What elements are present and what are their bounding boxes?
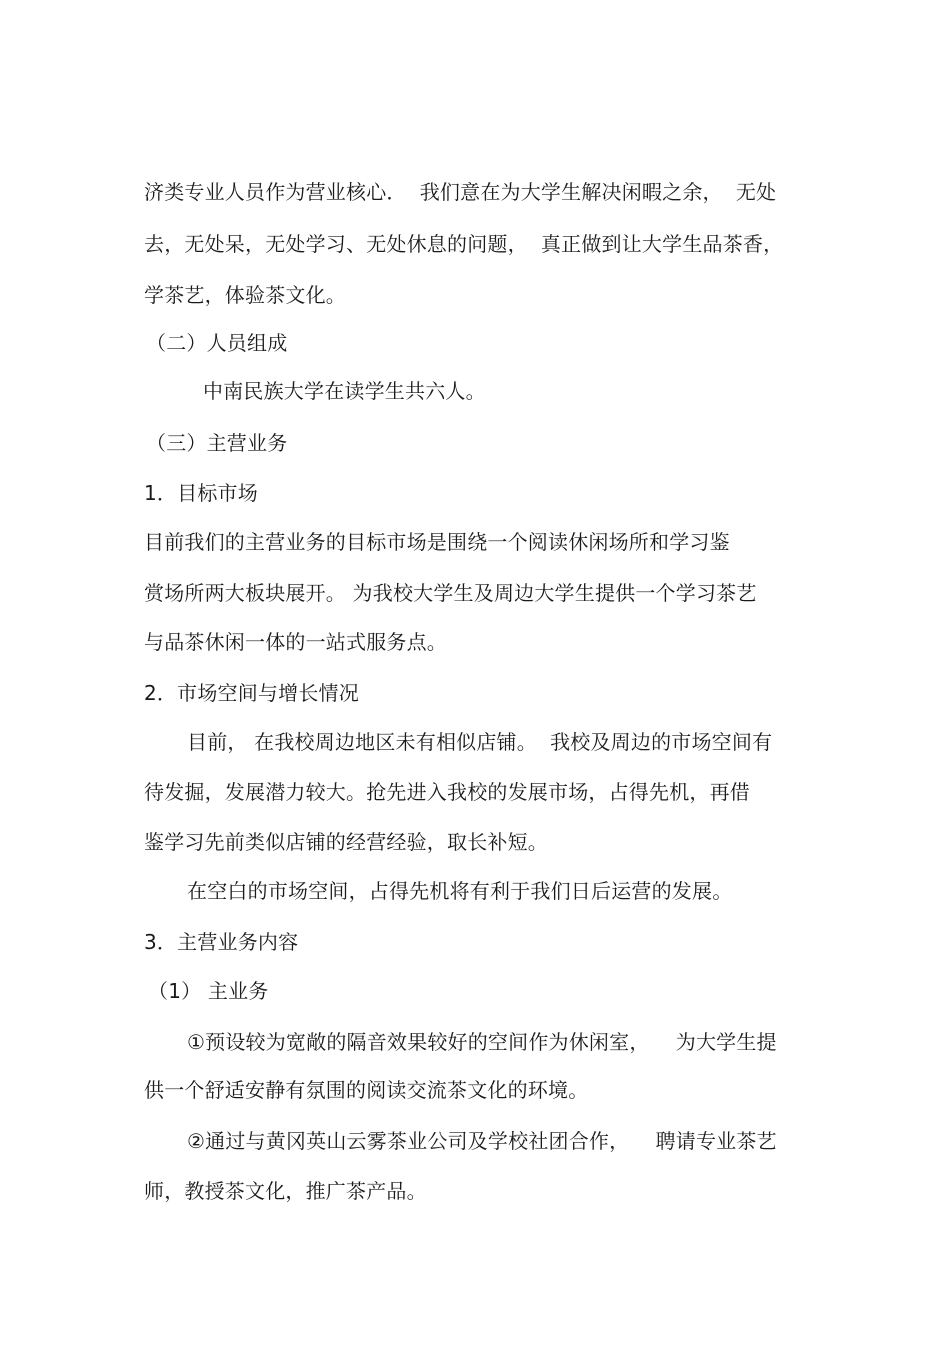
section-heading: （二）人员组成 [146,331,288,355]
body-text-line: 目前我们的主营业务的目标市场是围绕一个阅读休闲场所和学习鉴 [144,530,730,554]
body-text-line: ①预设较为宽敞的隔音效果较好的空间作为休闲室， 为大学生提 [187,1030,777,1054]
body-text-line: 赏场所两大板块展开。 为我校大学生及周边大学生提供一个学习茶艺 [144,581,757,605]
subsection-heading: 1．目标市场 [144,481,258,505]
body-text-line: 与品茶休闲一体的一站式服务点。 [144,630,447,654]
body-text-line: 去，无处呆，无处学习、无处休息的问题， 真正做到让大学生品茶香， [144,232,784,256]
body-text-line: 师，教授茶文化，推广茶产品。 [144,1179,427,1203]
body-text-line: 济类专业人员作为营业核心． 我们意在为大学生解决闲暇之余， 无处 [144,180,777,204]
section-heading: （三）主营业务 [146,431,288,455]
body-text-line: 待发掘，发展潜力较大。抢先进入我校的发展市场，占得先机，再借 [144,780,750,804]
body-text-line: 供一个舒适安静有氛围的阅读交流茶文化的环境。 [144,1078,589,1102]
subsection-heading: 2．市场空间与增长情况 [144,681,359,705]
body-text-line: ②通过与黄冈英山云雾茶业公司及学校社团合作， 聘请专业茶艺 [187,1129,777,1153]
body-text-line: 在空白的市场空间，占得先机将有利于我们日后运营的发展。 [187,879,733,903]
subsection-heading: 3．主营业务内容 [144,930,299,954]
body-text-line: 鉴学习先前类似店铺的经营经验，取长补短。 [144,830,548,854]
item-heading: （1） 主业务 [148,979,269,1003]
body-text-line: 目前， 在我校周边地区未有相似店铺。 我校及周边的市场空间有 [187,730,773,754]
body-text-line: 中南民族大学在读学生共六人。 [203,379,486,403]
body-text-line: 学茶艺，体验茶文化。 [144,283,346,307]
